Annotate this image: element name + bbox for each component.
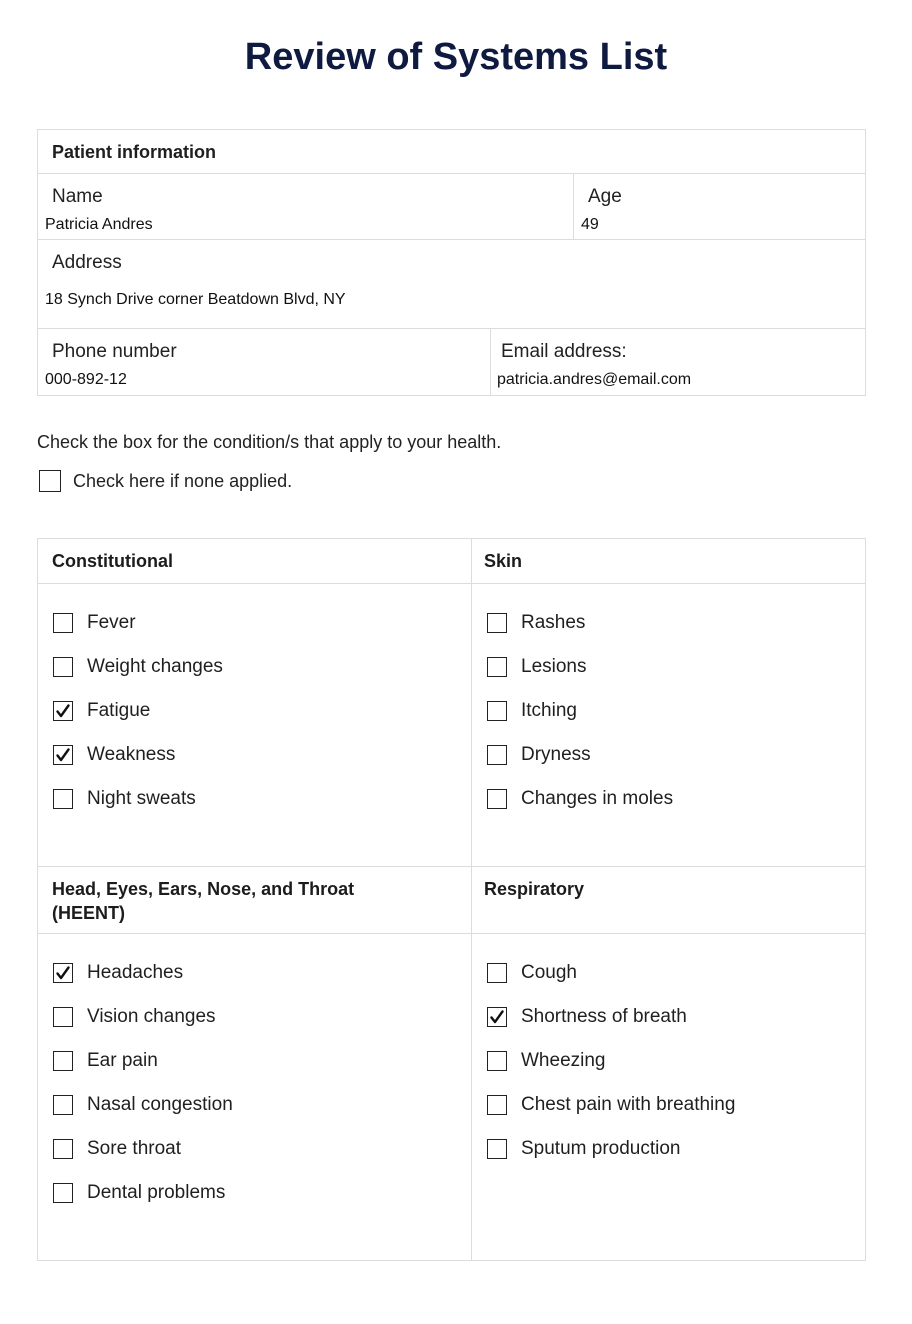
item-label: Shortness of breath — [521, 1006, 687, 1027]
heent-item-vision-changes[interactable] — [53, 995, 233, 1039]
row-divider — [38, 866, 865, 867]
skin-item-itching[interactable] — [487, 689, 673, 733]
item-label: Sputum production — [521, 1138, 681, 1159]
heent-heading — [52, 877, 354, 925]
dryness-checkbox[interactable] — [487, 745, 507, 765]
heent-item-dental-problems[interactable] — [53, 1171, 233, 1215]
email-cell — [490, 329, 865, 395]
row-divider — [38, 583, 865, 584]
item-label: Weight changes — [87, 656, 223, 677]
item-label: Wheezing — [521, 1050, 606, 1071]
address-cell — [38, 240, 865, 328]
heent-item-nasal-congestion[interactable] — [53, 1083, 233, 1127]
item-label: Sore throat — [87, 1138, 181, 1159]
column-divider — [471, 539, 472, 1260]
constitutional-item-weakness[interactable] — [53, 733, 223, 777]
email-field[interactable]: patricia.andres@email.com — [497, 371, 692, 388]
age-cell — [573, 174, 865, 239]
dental-problems-checkbox[interactable] — [53, 1183, 73, 1203]
item-label: Vision changes — [87, 1006, 216, 1027]
constitutional-item-fever[interactable] — [53, 601, 223, 645]
constitutional-list — [53, 601, 223, 821]
weight-changes-checkbox[interactable] — [53, 657, 73, 677]
respiratory-item-shortness-of-breath[interactable] — [487, 995, 735, 1039]
heent-item-ear-pain[interactable] — [53, 1039, 233, 1083]
none-applied-option[interactable] — [39, 470, 292, 492]
rashes-checkbox[interactable] — [487, 613, 507, 633]
fever-checkbox[interactable] — [53, 613, 73, 633]
item-label: Nasal congestion — [87, 1094, 233, 1115]
skin-item-rashes[interactable] — [487, 601, 673, 645]
item-label: Itching — [521, 700, 577, 721]
item-label: Lesions — [521, 656, 587, 677]
skin-item-dryness[interactable] — [487, 733, 673, 777]
item-label: Night sweats — [87, 788, 196, 809]
instructions-text: Check the box for the condition/s that apply to your health. — [37, 432, 502, 452]
sputum-production-checkbox[interactable] — [487, 1139, 507, 1159]
heent-item-headaches[interactable] — [53, 951, 233, 995]
respiratory-item-sputum-production[interactable] — [487, 1127, 735, 1171]
item-label: Chest pain with breathing — [521, 1094, 736, 1115]
address-field[interactable]: 18 Synch Drive corner Beatdown Blvd, NY — [45, 291, 346, 308]
item-label: Fever — [87, 612, 136, 633]
item-label: Rashes — [521, 612, 586, 633]
systems-grid — [37, 538, 866, 1261]
email-label: Email address: — [501, 341, 627, 362]
shortness-of-breath-checkbox[interactable] — [487, 1007, 507, 1027]
item-label: Changes in moles — [521, 788, 674, 809]
age-label: Age — [588, 186, 622, 207]
row-divider — [38, 933, 865, 934]
headaches-checkbox[interactable] — [53, 963, 73, 983]
checkmark-icon — [55, 965, 71, 981]
page-title: Review of Systems List — [244, 36, 668, 78]
vision-changes-checkbox[interactable] — [53, 1007, 73, 1027]
night-sweats-checkbox[interactable] — [53, 789, 73, 809]
respiratory-list — [487, 951, 735, 1171]
item-label: Fatigue — [87, 700, 151, 721]
chest-pain-with-breathing-checkbox[interactable] — [487, 1095, 507, 1115]
constitutional-item-night-sweats[interactable] — [53, 777, 223, 821]
item-label: Weakness — [87, 744, 176, 765]
name-label: Name — [52, 186, 103, 207]
nasal-congestion-checkbox[interactable] — [53, 1095, 73, 1115]
sore-throat-checkbox[interactable] — [53, 1139, 73, 1159]
age-field[interactable]: 49 — [581, 216, 599, 233]
respiratory-item-chest-pain-with-breathing[interactable] — [487, 1083, 735, 1127]
ear-pain-checkbox[interactable] — [53, 1051, 73, 1071]
phone-field[interactable]: 000-892-12 — [45, 371, 127, 388]
address-row — [38, 240, 865, 329]
patient-info-table — [37, 129, 866, 396]
none-applied-checkbox[interactable] — [39, 470, 61, 492]
heent-heading-line2: (HEENT) — [52, 903, 125, 923]
address-label: Address — [52, 252, 122, 273]
respiratory-heading: Respiratory — [484, 879, 585, 899]
weakness-checkbox[interactable] — [53, 745, 73, 765]
phone-email-row — [38, 329, 865, 395]
lesions-checkbox[interactable] — [487, 657, 507, 677]
item-label: Ear pain — [87, 1050, 158, 1071]
skin-heading: Skin — [484, 551, 523, 571]
patient-info-header: Patient information — [38, 130, 865, 174]
checkmark-icon — [55, 747, 71, 763]
phone-cell — [38, 329, 490, 395]
item-label: Dental problems — [87, 1182, 226, 1203]
respiratory-item-wheezing[interactable] — [487, 1039, 735, 1083]
respiratory-item-cough[interactable] — [487, 951, 735, 995]
heent-heading-line1: Head, Eyes, Ears, Nose, and Throat — [52, 879, 355, 899]
name-field[interactable]: Patricia Andres — [45, 216, 153, 233]
constitutional-item-fatigue[interactable] — [53, 689, 223, 733]
heent-item-sore-throat[interactable] — [53, 1127, 233, 1171]
skin-item-changes-in-moles[interactable] — [487, 777, 673, 821]
constitutional-heading: Constitutional — [52, 551, 173, 571]
name-cell — [38, 174, 573, 239]
item-label: Headaches — [87, 962, 184, 983]
wheezing-checkbox[interactable] — [487, 1051, 507, 1071]
cough-checkbox[interactable] — [487, 963, 507, 983]
item-label: Cough — [521, 962, 577, 983]
skin-list — [487, 601, 673, 821]
phone-label: Phone number — [52, 341, 177, 362]
constitutional-item-weight-changes[interactable] — [53, 645, 223, 689]
heent-list — [53, 951, 233, 1215]
skin-item-lesions[interactable] — [487, 645, 673, 689]
checkmark-icon — [489, 1009, 505, 1025]
none-applied-label: Check here if none applied. — [73, 470, 293, 491]
checkmark-icon — [55, 703, 71, 719]
fatigue-checkbox[interactable] — [53, 701, 73, 721]
itching-checkbox[interactable] — [487, 701, 507, 721]
changes-in-moles-checkbox[interactable] — [487, 789, 507, 809]
name-age-row — [38, 174, 865, 240]
item-label: Dryness — [521, 744, 591, 765]
